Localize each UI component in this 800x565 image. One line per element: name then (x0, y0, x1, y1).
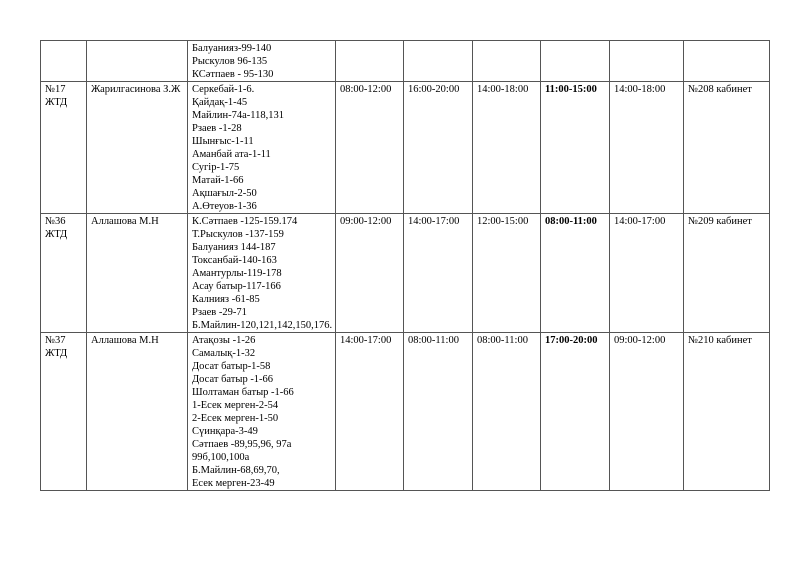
time-cell-3: 12:00-15:00 (473, 214, 541, 333)
district-number-cell (41, 41, 87, 82)
time-cell-5 (610, 41, 684, 82)
time-cell-4 (541, 41, 610, 82)
time-cell-3: 08:00-11:00 (473, 333, 541, 491)
street-line: Есек мерген-23-49 (192, 478, 275, 489)
time-cell-2: 14:00-17:00 (404, 214, 473, 333)
time-cell-1 (336, 41, 404, 82)
room-cell: №208 кабинет (684, 82, 770, 214)
street-line: Б.Майлин-68,69,70, (192, 465, 280, 476)
street-line: Ақшағыл-2-50 (192, 188, 257, 199)
street-line: Қайдақ-1-45 (192, 97, 248, 108)
room-cell: №210 кабинет (684, 333, 770, 491)
street-line: Досат батыр-1-58 (192, 361, 271, 372)
doctor-name-cell: Аллашова М.Н (87, 214, 188, 333)
doctor-name-cell (87, 41, 188, 82)
time-cell-3: 14:00-18:00 (473, 82, 541, 214)
time-cell-5: 14:00-17:00 (610, 214, 684, 333)
doctor-name-cell: Аллашова М.Н (87, 333, 188, 491)
doctor-name-cell: Жарилгасинова З.Ж (87, 82, 188, 214)
street-line: Шынғыс-1-11 (192, 136, 254, 147)
street-line: Б.Майлин-120,121,142,150,176. (192, 320, 333, 331)
street-line: Рзаев -29-71 (192, 307, 247, 318)
street-line: Сәтпаев -89,95,96, 97а 99б,100,100а (192, 439, 292, 463)
time-cell-1: 09:00-12:00 (336, 214, 404, 333)
street-line: Рыскулов 96-135 (192, 56, 268, 67)
streets-cell (188, 333, 336, 491)
time-cell-2 (404, 41, 473, 82)
street-line: 2-Есек мерген-1-50 (192, 413, 279, 424)
time-cell-5: 14:00-18:00 (610, 82, 684, 214)
street-line: Амантурлы-119-178 (192, 268, 282, 279)
street-line: К.Сәтпаев -125-159.174 (192, 216, 298, 227)
time-cell-4: 11:00-15:00 (541, 82, 610, 214)
room-cell: №209 кабинет (684, 214, 770, 333)
time-cell-2: 16:00-20:00 (404, 82, 473, 214)
street-line: Сугір-1-75 (192, 162, 240, 173)
time-cell-4: 08:00-11:00 (541, 214, 610, 333)
district-number-cell: №36 ЖТД (41, 214, 87, 333)
street-line: Асау батыр-117-166 (192, 281, 281, 292)
room-cell (684, 41, 770, 82)
time-cell-3 (473, 41, 541, 82)
street-line: Майлин-74а-118,131 (192, 110, 284, 121)
street-line: КСәтпаев - 95-130 (192, 69, 274, 80)
streets-cell (188, 41, 336, 82)
table-row (41, 41, 770, 82)
street-line: Токсанбай-140-163 (192, 255, 277, 266)
time-cell-4: 17:00-20:00 (541, 333, 610, 491)
street-line: Балуанияз 144-187 (192, 242, 276, 253)
district-number-cell: №37 ЖТД (41, 333, 87, 491)
street-line: А.Өтеуов-1-36 (192, 201, 257, 212)
schedule-table (40, 40, 770, 491)
time-cell-1: 14:00-17:00 (336, 333, 404, 491)
streets-cell (188, 82, 336, 214)
street-line: Шолтаман батыр -1-66 (192, 387, 294, 398)
street-line: Аманбай ата-1-11 (192, 149, 271, 160)
table-row (41, 214, 770, 333)
street-line: Калнияз -61-85 (192, 294, 260, 305)
table-row (41, 82, 770, 214)
street-line: Серкебай-1-6. (192, 84, 255, 95)
district-number-cell: №17 ЖТД (41, 82, 87, 214)
street-line: Рзаев -1-28 (192, 123, 242, 134)
time-cell-1: 08:00-12:00 (336, 82, 404, 214)
street-line: Самалық-1-32 (192, 348, 256, 359)
street-line: Досат батыр -1-66 (192, 374, 274, 385)
street-line: Т.Рыскулов -137-159 (192, 229, 284, 240)
street-line: Балуанияз-99-140 (192, 43, 272, 54)
streets-cell (188, 214, 336, 333)
street-line: Сүинқара-3-49 (192, 426, 258, 437)
street-line: Матай-1-66 (192, 175, 244, 186)
time-cell-2: 08:00-11:00 (404, 333, 473, 491)
street-line: Атақозы -1-26 (192, 335, 256, 346)
table-row (41, 333, 770, 491)
street-line: 1-Есек мерген-2-54 (192, 400, 279, 411)
time-cell-5: 09:00-12:00 (610, 333, 684, 491)
